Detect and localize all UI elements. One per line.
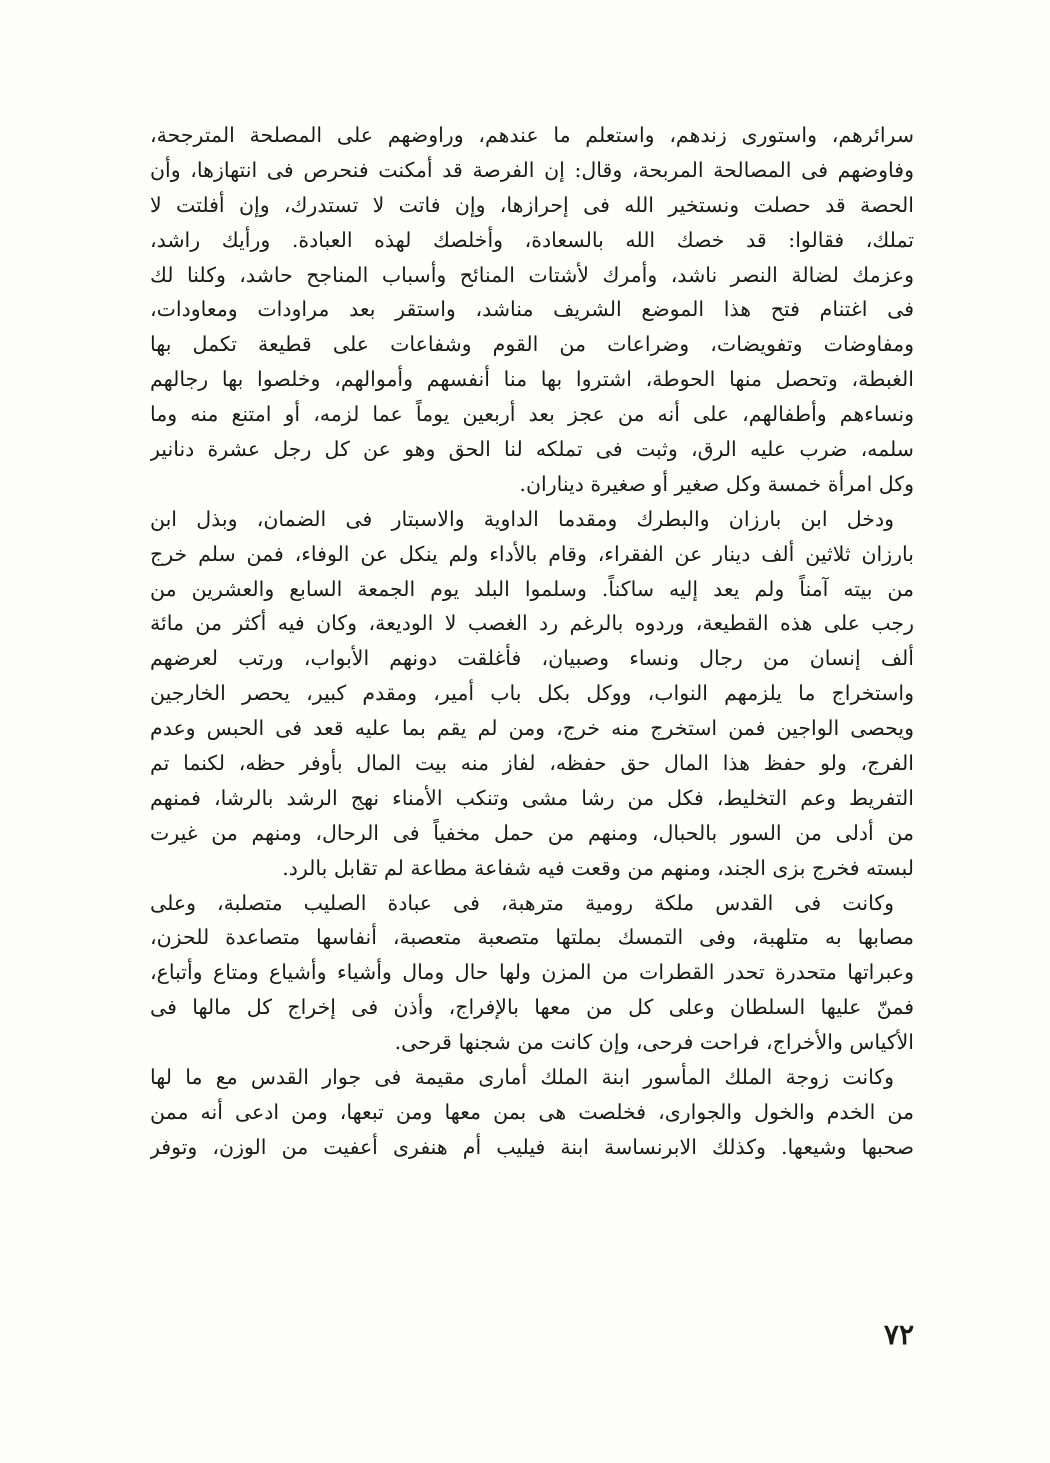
text-line: سرائرهم، واستورى زندهم، واستعلم ما عندهم، وراوضهم على المصلحة المترجحة، bbox=[150, 123, 914, 147]
text-line: بارزان ثلاثين ألف دينار عن الفقراء، وقام بالأداء ولم ينكل عن الوفاء، فمن سلم خرج bbox=[150, 541, 914, 566]
text-line: وكانت زوجة الملك المأسور ابنة الملك أمارى مقيمة فى جوار القدس مع ما لها bbox=[150, 1065, 894, 1090]
text-line: صحبها وشيعها. وكذلك الابرنساسة ابنة فيليب أم هنفرى أعفيت من الوزن، وتوفر bbox=[150, 1134, 914, 1159]
text-line: ألف إنسان من رجال ونساء وصبيان، فأغلقت دونهم الأبواب، ورتب لعرضهم bbox=[150, 646, 914, 671]
text-line: وكانت فى القدس ملكة رومية مترهبة، فى عبادة الصليب متصلبة، وعلى bbox=[150, 890, 894, 915]
text-line: من بيته آمناً ولم يعد إليه ساكناً. وسلموا البلد يوم الجمعة السابع والعشرين من bbox=[150, 576, 914, 601]
page-number: ٧٢ bbox=[883, 1318, 914, 1351]
text-line: فى اغتنام فتح هذا الموضع الشريف مناشد، واستقر بعد مراودات ومعاودات، bbox=[150, 297, 914, 322]
text-line: مصابها به متلهبة، وفى التمسك بملتها متصعبة متعصبة، أنفاسها متصاعدة للحزن، bbox=[150, 925, 914, 950]
text-line: وكل امرأة خمسة وكل صغير أو صغيرة ديناران. bbox=[519, 471, 914, 496]
text-line: الأكياس والأخراج، فراحت فرحى، وإن كانت من شجنها قرحى. bbox=[394, 1030, 914, 1055]
text-line: من الخدم والخول والجوارى، فخلصت هى بمن معها ومن تبعها، ومن ادعى أنه ممن bbox=[150, 1099, 914, 1124]
text-line: ويحصى الواجين فمن استخرج منه خرج، ومن لم يقم بما عليه قعد فى الحبس وعدم bbox=[150, 716, 914, 741]
text-line: ونساءهم وأطفالهم، على أنه من عجز بعد أربعين يوماً عما لزمه، أو امتنع منه وما bbox=[150, 402, 914, 427]
text-line: لبسته فخرج بزى الجند، ومنهم من وقعت فيه شفاعة مطاعة لم تقابل بالرد. bbox=[282, 855, 914, 880]
text-line: من أدلى من السور بالحبال، ومنهم من حمل مخفياً فى الرحال، ومنهم من غيرت bbox=[150, 820, 914, 845]
text-line: وعزمك لضالة النصر ناشد، وأمرك لأشتات المنائح وأسباب المناجح حاشد، وكلنا لك bbox=[150, 262, 914, 287]
text-line: سلمه، ضرب عليه الرق، وثبت فى تملكه لنا الحق وهو عن كل رجل عشرة دنانير bbox=[150, 437, 914, 462]
body-text bbox=[150, 118, 914, 1165]
text-line: الغبطة، وتحصل منها الحوطة، اشتروا بها منا أنفسهم وأموالهم، وخلصوا بها رجالهم bbox=[150, 367, 914, 392]
text-line: فمنّ عليها السلطان وعلى كل من معها بالإفراج، وأذن فى إخراج كل مالها فى bbox=[150, 995, 914, 1020]
text-line: واستخراج ما يلزمهم النواب، ووكل بكل باب أمير، ومقدم كبير، يحصر الخارجين bbox=[150, 681, 914, 706]
text-line: الحصة قد حصلت ونستخير الله فى إحرازها، وإن فاتت لا تستدرك، وإن أفلتت لا bbox=[150, 192, 914, 217]
text-line: ودخل ابن بارزان والبطرك ومقدما الداوية والاسبتار فى الضمان، وبذل ابن bbox=[150, 506, 894, 531]
text-line: الفرج، ولو حفظ هذا المال حق حفظه، لفاز منه بيت المال بأوفر حظه، لكنما تم bbox=[150, 751, 914, 776]
text-line: التفريط وعم التخليط، فكل من رشا مشى وتنكب الأمناء نهج الرشد بالرشا، فمنهم bbox=[150, 785, 914, 810]
text-line: رجب على هذه القطيعة، وردوه بالرغم رد الغصب لا الوديعة، وكان فيه أكثر من مائة bbox=[150, 611, 914, 636]
text-line: وعبراتها متحدرة تحدر القطرات من المزن ولها حال ومال وأشياء وأشياع ومتاع وأتباع، bbox=[150, 960, 914, 985]
text-line: ومفاوضات وتفويضات، وضراعات من القوم وشفاعات على قطيعة تكمل بها bbox=[150, 332, 914, 357]
text-line: وفاوضهم فى المصالحة المربحة، وقال: إن الفرصة قد أمكنت فنحرص فى انتهازها، وأن bbox=[150, 157, 914, 182]
text-line: تملك، فقالوا: قد خصك الله بالسعادة، وأخلصك لهذه العبادة. ورأيك راشد، bbox=[150, 227, 914, 252]
